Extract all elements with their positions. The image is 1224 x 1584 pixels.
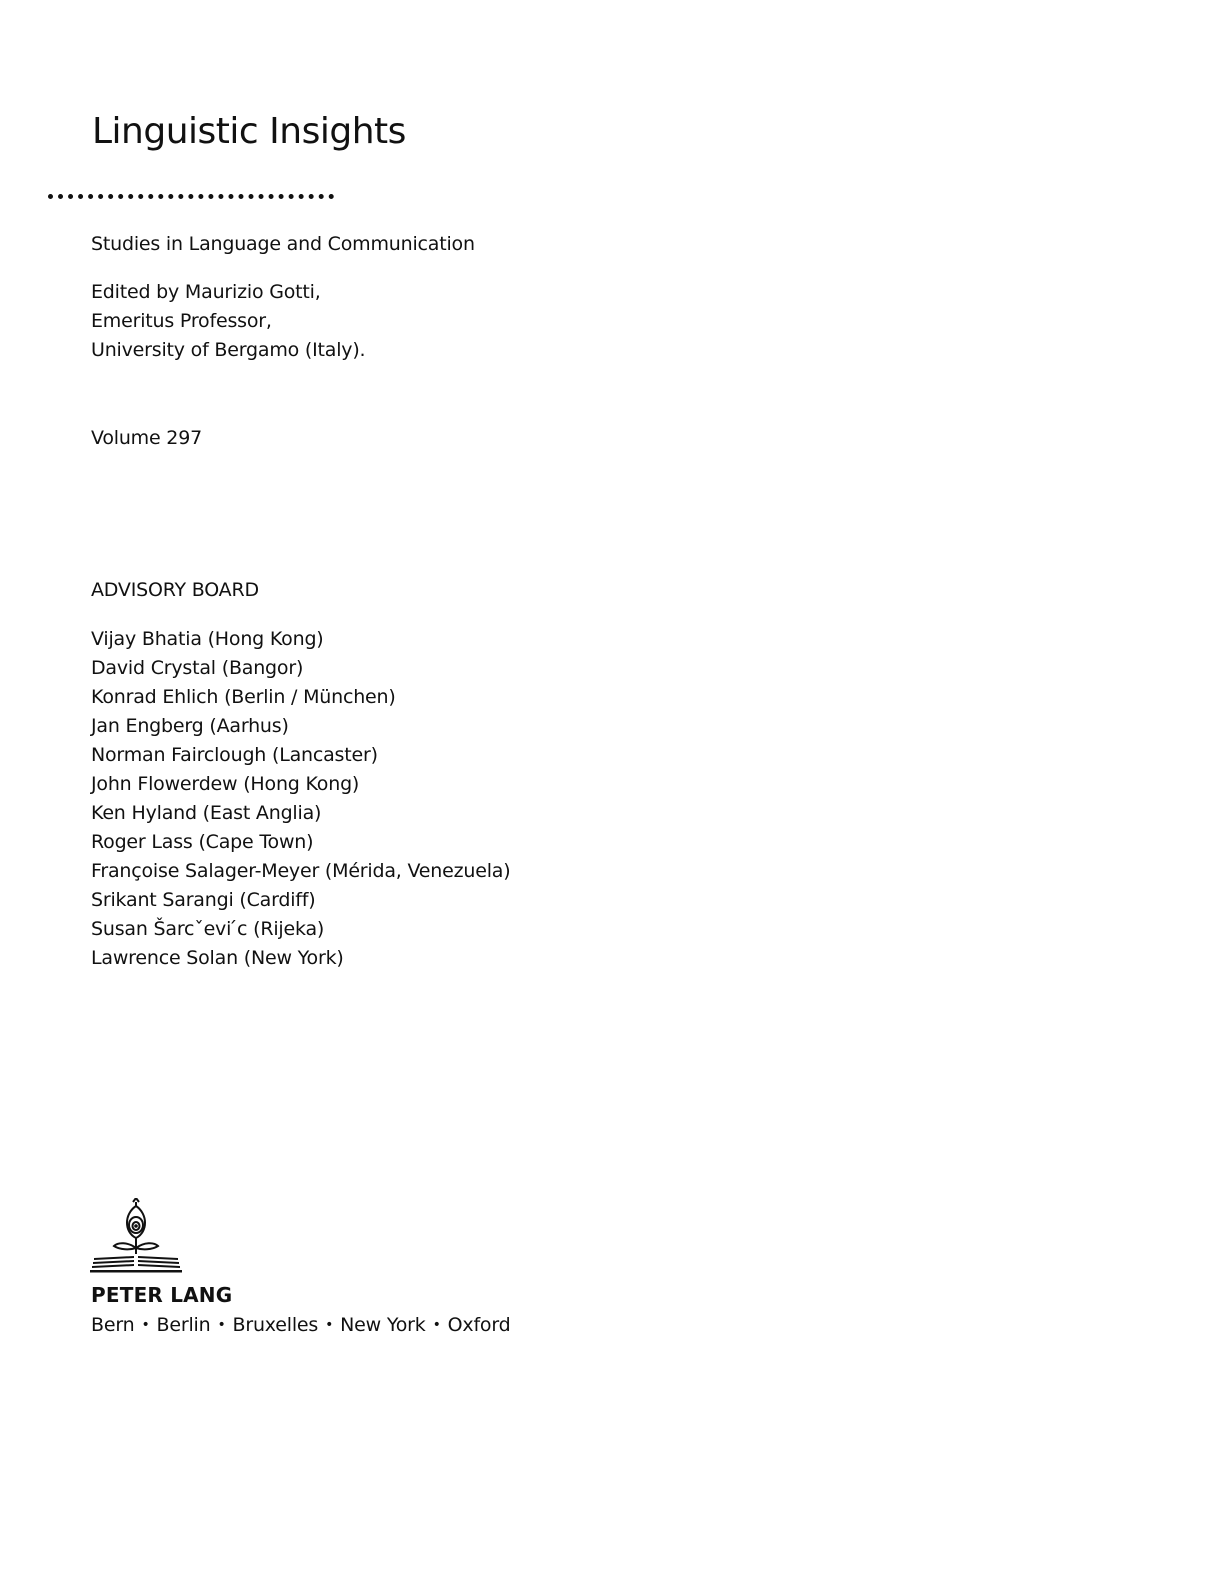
location-separator: • [325,1317,334,1333]
peter-lang-logo-icon [90,1198,182,1276]
location-item: Berlin [156,1314,211,1336]
board-member: David Crystal (Bangor) [91,657,304,679]
location-separator: • [432,1317,441,1333]
advisory-board-heading: ADVISORY BOARD [91,579,259,601]
location-item: Bruxelles [232,1314,319,1336]
location-item: Bern [91,1314,135,1336]
board-member: Jan Engberg (Aarhus) [91,715,289,737]
publisher-name: PETER LANG [91,1283,233,1307]
advisory-board-list [91,625,510,973]
board-member: Konrad Ehlich (Berlin / München) [91,686,396,708]
board-member: Roger Lass (Cape Town) [91,831,314,853]
board-member: Vijay Bhatia (Hong Kong) [91,628,324,650]
board-member: John Flowerdew (Hong Kong) [91,773,360,795]
location-item: Oxford [447,1314,511,1336]
board-member: Susan Šarcˇevi ́c (Rijeka) [91,918,325,940]
dotted-divider [48,194,334,199]
board-member: Srikant Sarangi (Cardiff) [91,889,316,911]
editor-line: University of Bergamo (Italy). [91,339,366,361]
editor-line: Edited by Maurizio Gotti, [91,281,321,303]
series-title: Linguistic Insights [92,111,406,152]
location-separator: • [141,1317,150,1333]
volume-number: Volume 297 [91,427,202,449]
board-member: Françoise Salager-Meyer (Mérida, Venezuela) [91,860,511,882]
editor-block [91,278,365,365]
board-member: Lawrence Solan (New York) [91,947,344,969]
location-item: New York [340,1314,426,1336]
publisher-locations [91,1310,511,1340]
board-member: Norman Fairclough (Lancaster) [91,744,378,766]
board-member: Ken Hyland (East Anglia) [91,802,322,824]
editor-line: Emeritus Professor, [91,310,272,332]
series-subtitle: Studies in Language and Communication [91,233,475,255]
location-separator: • [217,1317,226,1333]
